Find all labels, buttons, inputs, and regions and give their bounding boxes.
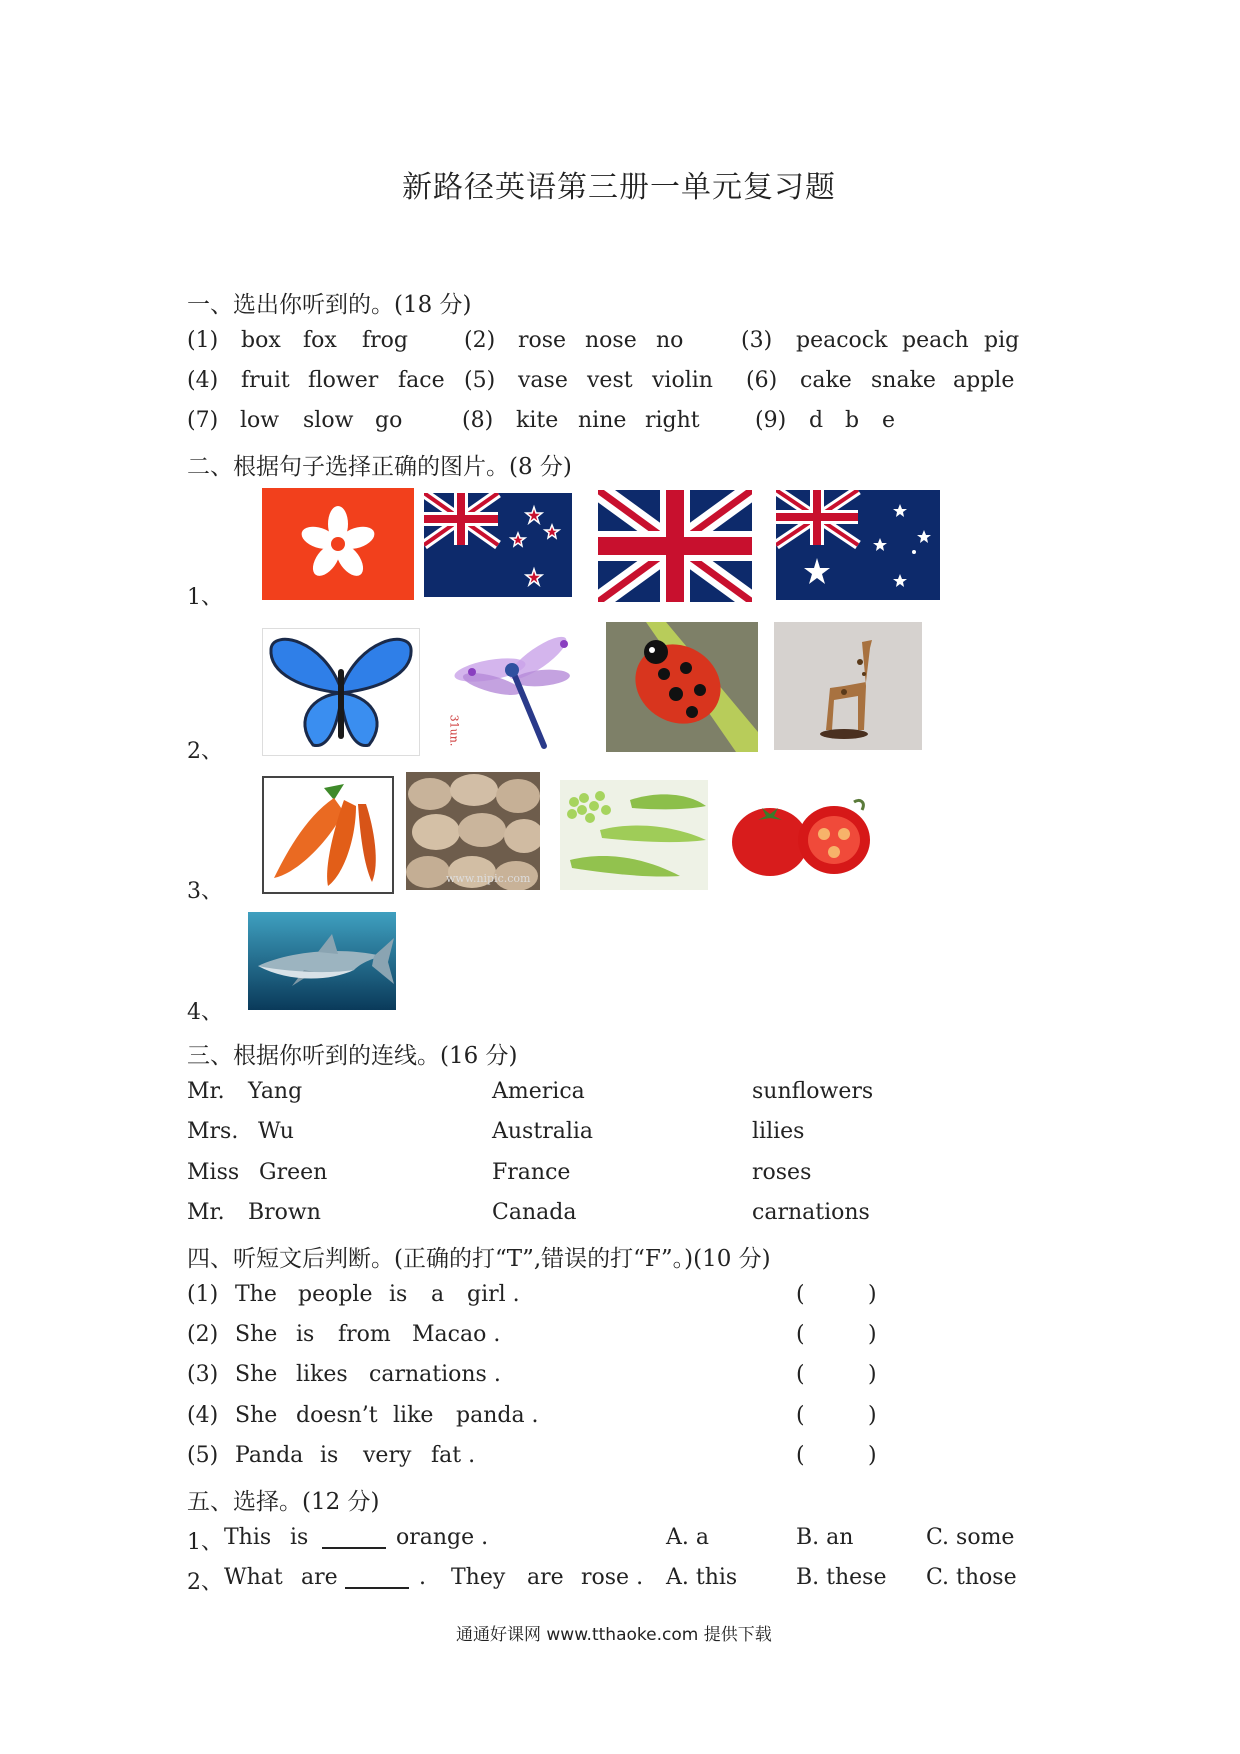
word-option: e [882,408,896,433]
question-label-4: 4、 [187,1000,223,1025]
sentence-word: a [431,1282,445,1307]
sentence-word: people [298,1282,373,1307]
shark-image[interactable] [248,912,396,1010]
sentence-word: Macao . [412,1322,501,1347]
sentence-word: very [363,1443,412,1468]
giraffe-icon [774,622,922,750]
answer-bracket-open[interactable]: ( [796,1443,805,1468]
ladybug-image[interactable] [606,622,758,752]
sentence-word: girl . [467,1282,520,1307]
sentence-word: Panda [235,1443,304,1468]
word-option: peacock [796,328,888,353]
name-surname: Green [259,1160,328,1185]
country: France [492,1160,571,1185]
listening-row-1 [0,328,1240,358]
matching-row-1 [0,1079,1240,1109]
page-title: 新路径英语第三册一单元复习题 [402,170,836,205]
option-b[interactable]: B. these [796,1565,887,1590]
sentence-word: from [338,1322,391,1347]
dragonfly-icon [442,628,582,754]
image-watermark: 31un. [447,714,461,747]
item-number: (2) [464,328,496,353]
word-option: vest [587,368,633,393]
answer-bracket-open[interactable]: ( [796,1362,805,1387]
word-option: flower [308,368,379,393]
matching-row-2 [0,1119,1240,1149]
tomatoes-image[interactable] [726,780,874,886]
word-option: fox [303,328,337,353]
sentence-word: What [224,1565,283,1590]
answer-bracket-close[interactable]: ) [868,1403,877,1428]
hong-kong-flag-icon [262,488,414,600]
australia-flag-icon [776,490,940,600]
sentence-word: is [389,1282,408,1307]
option-a[interactable]: A. this [666,1565,738,1590]
answer-bracket-open[interactable]: ( [796,1403,805,1428]
item-number: (4) [187,368,219,393]
sentence-word: The [235,1282,277,1307]
judge-row-3 [0,1362,1240,1392]
word-option: right [645,408,700,433]
option-c[interactable]: C. those [926,1565,1017,1590]
section-5-heading: 五、选择。(12 分) [187,1489,380,1515]
word-option: b [845,408,860,433]
word-option: nose [585,328,637,353]
sentence-word: orange . [396,1525,489,1550]
item-number: (4) [187,1403,219,1428]
item-number: (7) [187,408,219,433]
judge-row-2 [0,1322,1240,1352]
question-label-3: 3、 [187,879,223,904]
word-option: pig [984,328,1020,353]
uk-flag-image[interactable] [598,490,752,602]
flower: lilies [752,1119,805,1144]
question-number: 1、 [187,1530,223,1555]
item-number: (8) [462,408,494,433]
judge-row-4 [0,1403,1240,1433]
answer-bracket-close[interactable]: ) [868,1362,877,1387]
listening-row-2 [0,368,1240,398]
answer-bracket-open[interactable]: ( [796,1282,805,1307]
word-option: nine [578,408,627,433]
butterfly-icon [263,629,419,755]
flower: roses [752,1160,812,1185]
matching-row-4 [0,1200,1240,1230]
item-number: (1) [187,1282,219,1307]
answer-bracket-close[interactable]: ) [868,1282,877,1307]
word-option: fruit [241,368,290,393]
word-option: apple [953,368,1015,393]
word-option: rose [518,328,567,353]
ladybug-icon [606,622,758,752]
answer-bracket-open[interactable]: ( [796,1322,805,1347]
word-option: d [809,408,824,433]
sentence-word: She [235,1322,278,1347]
sentence-word: They [451,1565,506,1590]
item-number: (1) [187,328,219,353]
judge-row-1 [0,1282,1240,1312]
uk-flag-icon [598,490,752,602]
section-2-heading: 二、根据句子选择正确的图片。(8 分) [187,454,572,480]
choice-question-2 [0,1565,1240,1595]
sentence-dot: . [419,1565,426,1590]
word-option: no [656,328,684,353]
word-option: low [240,408,280,433]
item-number: (3) [741,328,773,353]
name-title: Mr. [187,1079,225,1104]
word-option: snake [871,368,936,393]
word-option: face [398,368,445,393]
sentence-word: doesn’t [296,1403,378,1428]
flower: sunflowers [752,1079,874,1104]
carrot-icon [264,778,392,892]
word-option: kite [516,408,559,433]
name-title: Miss [187,1160,240,1185]
sentence-word: is [290,1525,309,1550]
flower: carnations [752,1200,870,1225]
answer-bracket-close[interactable]: ) [868,1322,877,1347]
word-option: violin [652,368,713,393]
question-label-1: 1、 [187,585,223,610]
option-b[interactable]: B. an [796,1525,854,1550]
answer-bracket-close[interactable]: ) [868,1443,877,1468]
sentence-word: fat . [431,1443,476,1468]
sentence-word: like [393,1403,434,1428]
word-option: peach [902,328,969,353]
item-number: (5) [464,368,496,393]
country: America [492,1079,585,1104]
word-option: slow [303,408,354,433]
word-option: cake [800,368,852,393]
butterfly-image[interactable] [262,628,420,756]
giraffe-image[interactable] [774,622,922,750]
word-option: vase [518,368,568,393]
sentence-word: She [235,1362,278,1387]
tomato-icon [726,780,874,886]
sentence-word: are [527,1565,564,1590]
word-option: frog [362,328,408,353]
sentence-word: She [235,1403,278,1428]
country: Canada [492,1200,577,1225]
shark-icon [248,912,396,1010]
sentence-word: This [224,1525,272,1550]
name-title: Mr. [187,1200,225,1225]
item-number: (2) [187,1322,219,1347]
dragonfly-image[interactable] [442,628,582,754]
section-3-heading: 三、根据你听到的连线。(16 分) [187,1043,518,1069]
item-number: (5) [187,1443,219,1468]
section-4-heading: 四、听短文后判断。(正确的打“T”,错误的打“F”。)(10 分) [187,1246,771,1272]
question-label-2: 2、 [187,739,223,764]
sentence-word: is [296,1322,315,1347]
name-surname: Brown [248,1200,321,1225]
item-number: (6) [746,368,778,393]
listening-row-3 [0,408,1240,438]
word-option: box [241,328,281,353]
choice-question-1 [0,1525,1240,1555]
question-number: 2、 [187,1570,223,1595]
new-zealand-flag-icon [424,493,572,597]
new-zealand-flag-image[interactable] [424,493,572,597]
option-c[interactable]: C. some [926,1525,1015,1550]
carrots-image[interactable] [262,776,394,894]
judge-row-5 [0,1443,1240,1473]
name-surname: Wu [258,1119,294,1144]
sentence-word: panda . [456,1403,539,1428]
sentence-word: likes [296,1362,348,1387]
word-option: go [375,408,403,433]
image-watermark: www.nipic.com [446,872,531,885]
peas-image[interactable] [560,780,708,890]
country: Australia [492,1119,594,1144]
name-title: Mrs. [187,1119,239,1144]
sentence-word: rose . [581,1565,644,1590]
sentence-word: carnations . [369,1362,501,1387]
answer-blank[interactable] [345,1565,409,1589]
australia-flag-image[interactable] [776,490,940,600]
potatoes-image[interactable] [406,772,540,890]
footer-credit: 通通好课网 www.tthaoke.com 提供下载 [456,1625,772,1645]
option-a[interactable]: A. a [666,1525,709,1550]
pea-pod-icon [560,780,708,890]
item-number: (9) [755,408,787,433]
section-1-heading: 一、选出你听到的。(18 分) [187,292,472,318]
name-surname: Yang [248,1079,303,1104]
answer-blank[interactable] [322,1525,386,1549]
sentence-word: are [301,1565,338,1590]
matching-row-3 [0,1160,1240,1190]
sentence-word: is [320,1443,339,1468]
item-number: (3) [187,1362,219,1387]
hong-kong-flag-image[interactable] [262,488,414,600]
